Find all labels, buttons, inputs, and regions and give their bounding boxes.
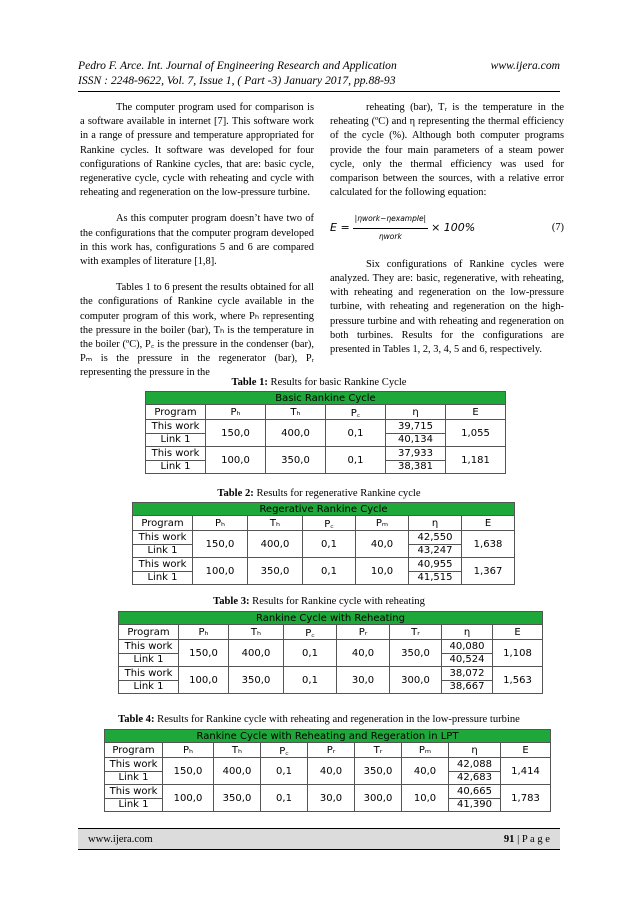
efficiency-cell: 42,683: [449, 771, 501, 785]
journal-citation: Pedro F. Arce. Int. Journal of Engineering Research and Application: [78, 59, 397, 72]
equation-numerator: |ηwork−ηexample|: [353, 212, 428, 228]
program-cell: Link 1: [146, 460, 206, 474]
program-cell: This work: [133, 531, 193, 545]
parameter-cell: 40,0: [356, 531, 409, 558]
column-header: P꜀: [326, 405, 386, 420]
table-header-row: [133, 516, 515, 531]
parameter-cell: 100,0: [179, 667, 229, 694]
efficiency-cell: 43,247: [409, 544, 462, 558]
parameter-cell: 0,1: [326, 447, 386, 474]
column-header: P꜀: [261, 743, 308, 758]
parameter-cell: 0,1: [261, 785, 308, 812]
parameter-cell: 300,0: [390, 667, 442, 694]
parameter-cell: 150,0: [163, 758, 214, 785]
relative-error-cell: 1,783: [501, 785, 551, 812]
program-cell: This work: [119, 640, 179, 654]
parameter-cell: 100,0: [206, 447, 266, 474]
column-header: Pₕ: [206, 405, 266, 420]
parameter-cell: 10,0: [402, 785, 449, 812]
efficiency-cell: 38,381: [386, 460, 446, 474]
table-row: [105, 758, 551, 772]
parameter-cell: 0,1: [284, 640, 337, 667]
paragraph: Six configurations of Rankine cycles were analyzed. They are: basic, regenerative, with reheating, with reheating and regeneration on the low-pressure turbine, with reheating and regeneration on the high-pressure turbine and with reheating and regeneration on both turbines. Results for the configurations are presented in Tables 1, 2, 3, 4, 5 and 6, respectively.: [330, 258, 564, 356]
table-caption: [0, 596, 638, 607]
parameter-cell: 100,0: [163, 785, 214, 812]
column-header: η: [409, 516, 462, 531]
efficiency-cell: 41,390: [449, 798, 501, 812]
table-caption-label: Table 1:: [231, 377, 268, 388]
parameter-cell: 150,0: [179, 640, 229, 667]
table-caption-label: Table 3:: [213, 596, 250, 607]
efficiency-cell: 41,515: [409, 571, 462, 585]
column-header: Tᵣ: [355, 743, 402, 758]
column-header: P꜀: [284, 625, 337, 640]
efficiency-cell: 40,665: [449, 785, 501, 799]
program-cell: Link 1: [133, 544, 193, 558]
results-table: [104, 729, 551, 812]
page-label: | P a g e: [514, 833, 550, 845]
program-cell: Link 1: [146, 433, 206, 447]
table-title: Rankine Cycle with Reheating: [119, 612, 543, 625]
equation-lhs: E =: [330, 221, 350, 235]
column-header: Pₘ: [356, 516, 409, 531]
relative-error-cell: 1,638: [462, 531, 515, 558]
table-row: [133, 558, 515, 572]
parameter-cell: 350,0: [229, 667, 284, 694]
parameter-cell: 30,0: [337, 667, 390, 694]
efficiency-cell: 39,715: [386, 420, 446, 434]
table-caption-label: Table 2:: [217, 488, 254, 499]
parameter-cell: 40,0: [402, 758, 449, 785]
table-title: Regerative Rankine Cycle: [133, 503, 515, 516]
parameter-cell: 350,0: [266, 447, 326, 474]
parameter-cell: 350,0: [390, 640, 442, 667]
efficiency-cell: 40,524: [442, 653, 493, 667]
parameter-cell: 400,0: [248, 531, 303, 558]
table-row: [146, 420, 506, 434]
journal-website[interactable]: www.ijera.com: [490, 59, 560, 72]
relative-error-cell: 1,108: [493, 640, 543, 667]
efficiency-cell: 38,667: [442, 680, 493, 694]
column-header: Pₘ: [402, 743, 449, 758]
column-header: E: [501, 743, 551, 758]
relative-error-cell: 1,181: [446, 447, 506, 474]
column-header: Program: [105, 743, 163, 758]
program-cell: This work: [105, 785, 163, 799]
table-header-row: [119, 625, 543, 640]
parameter-cell: 150,0: [206, 420, 266, 447]
parameter-cell: 40,0: [337, 640, 390, 667]
results-table: [132, 502, 515, 585]
equation-fraction: [353, 212, 428, 243]
equation-body: [330, 212, 475, 243]
relative-error-cell: 1,563: [493, 667, 543, 694]
equation-denominator: ηwork: [378, 231, 402, 241]
parameter-cell: 40,0: [308, 758, 355, 785]
table-header-row: [146, 405, 506, 420]
table-caption: [0, 377, 638, 388]
table-caption-label: Table 4:: [118, 714, 155, 725]
right-column: [330, 101, 564, 369]
paragraph: The computer program used for comparison is a software available in internet [7]. This software work in a range of pressure and temperature appropriated for Rankine cycles. It software was developed for four configurations of Rankine cycles, that are: basic cycle, regenerative cycle, cycle with reheating and cycle with reheating and regeneration on the low-pressure turbine.: [80, 102, 314, 199]
page-num-value: 91: [503, 833, 515, 845]
parameter-cell: 0,1: [284, 667, 337, 694]
column-header: Pᵣ: [337, 625, 390, 640]
efficiency-cell: 40,955: [409, 558, 462, 572]
table-caption: [0, 488, 638, 499]
column-header: Program: [133, 516, 193, 531]
efficiency-cell: 42,088: [449, 758, 501, 772]
parameter-cell: 350,0: [214, 785, 261, 812]
relative-error-cell: 1,414: [501, 758, 551, 785]
column-header: Program: [146, 405, 206, 420]
program-cell: This work: [146, 447, 206, 461]
equation-number: (7): [551, 222, 564, 234]
program-cell: Link 1: [119, 653, 179, 667]
parameter-cell: 100,0: [193, 558, 248, 585]
parameter-cell: 0,1: [303, 558, 356, 585]
paragraph: reheating (bar), Tᵣ is the temperature in the reheating (ºC) and η representing the thermal efficiency of the cycle (%). Although both computer programs provide the four main parameters of a steam power cycle, only the thermal efficiency was used for comparison between the sources, with a relative error calculated for the following equation:: [330, 102, 564, 199]
parameter-cell: 400,0: [214, 758, 261, 785]
left-column: [80, 101, 314, 393]
column-header: E: [462, 516, 515, 531]
program-cell: Link 1: [133, 571, 193, 585]
parameter-cell: 400,0: [266, 420, 326, 447]
parameter-cell: 0,1: [303, 531, 356, 558]
efficiency-cell: 38,072: [442, 667, 493, 681]
program-cell: Link 1: [105, 771, 163, 785]
table-row: [105, 785, 551, 799]
column-header: P꜀: [303, 516, 356, 531]
header-rule: [78, 91, 560, 92]
efficiency-cell: 37,933: [386, 447, 446, 461]
program-cell: This work: [119, 667, 179, 681]
results-table: [145, 391, 506, 474]
column-header: Pₕ: [179, 625, 229, 640]
parameter-cell: 300,0: [355, 785, 402, 812]
table-row: [133, 531, 515, 545]
table-caption: [0, 714, 638, 725]
parameter-cell: 400,0: [229, 640, 284, 667]
table-caption-text: Results for Rankine cycle with reheating: [249, 596, 425, 607]
table-header-row: [105, 743, 551, 758]
table-caption-text: Results for Rankine cycle with reheating and regeneration in the low-pressure turbine: [154, 714, 520, 725]
table-title: Basic Rankine Cycle: [146, 392, 506, 405]
column-header: Tₕ: [248, 516, 303, 531]
column-header: Tₕ: [266, 405, 326, 420]
column-header: Pₕ: [163, 743, 214, 758]
results-table: [118, 611, 543, 694]
program-cell: This work: [133, 558, 193, 572]
parameter-cell: 10,0: [356, 558, 409, 585]
parameter-cell: 350,0: [248, 558, 303, 585]
program-cell: Link 1: [119, 680, 179, 694]
column-header: Tₕ: [229, 625, 284, 640]
column-header: Tₕ: [214, 743, 261, 758]
program-cell: This work: [146, 420, 206, 434]
table-title: Rankine Cycle with Reheating and Regeration in LPT: [105, 730, 551, 743]
program-cell: This work: [105, 758, 163, 772]
equation-7: [330, 212, 564, 243]
equation-rhs: × 100%: [431, 221, 476, 235]
relative-error-cell: 1,055: [446, 420, 506, 447]
efficiency-cell: 40,080: [442, 640, 493, 654]
footer-website[interactable]: www.ijera.com: [88, 833, 153, 845]
column-header: η: [449, 743, 501, 758]
column-header: η: [386, 405, 446, 420]
parameter-cell: 0,1: [261, 758, 308, 785]
table-row: [119, 667, 543, 681]
efficiency-cell: 40,134: [386, 433, 446, 447]
relative-error-cell: 1,367: [462, 558, 515, 585]
table-row: [119, 640, 543, 654]
running-header: [78, 58, 560, 88]
table-row: [146, 447, 506, 461]
table-caption-text: Results for regenerative Rankine cycle: [253, 488, 421, 499]
parameter-cell: 30,0: [308, 785, 355, 812]
column-header: E: [493, 625, 543, 640]
parameter-cell: 350,0: [355, 758, 402, 785]
table-caption-text: Results for basic Rankine Cycle: [267, 377, 407, 388]
issn-line: ISSN : 2248-9622, Vol. 7, Issue 1, ( Part -3) January 2017, pp.88-93: [78, 74, 396, 87]
page-number: [504, 834, 550, 845]
column-header: Program: [119, 625, 179, 640]
program-cell: Link 1: [105, 798, 163, 812]
column-header: Pᵣ: [308, 743, 355, 758]
column-header: η: [442, 625, 493, 640]
parameter-cell: 150,0: [193, 531, 248, 558]
paragraph: As this computer program doesn’t have two of the configurations that the computer program developed in this work has, configurations 5 and 6 are compared with examples of literature [1,8].: [80, 213, 314, 268]
page-footer: [78, 828, 560, 850]
efficiency-cell: 42,550: [409, 531, 462, 545]
column-header: Pₕ: [193, 516, 248, 531]
column-header: E: [446, 405, 506, 420]
column-header: Tᵣ: [390, 625, 442, 640]
parameter-cell: 0,1: [326, 420, 386, 447]
paragraph: Tables 1 to 6 present the results obtained for all the configurations of Rankine cycle available in the computer program of this work, where Pₕ representing the pressure in the boiler (bar), Tₕ is the temperature in the boiler (ºC), P꜀ is the pressure in the condenser (bar), Pₘ is the pressure in the regenerator (bar), Pᵣ representing the pressure in the: [80, 282, 314, 379]
